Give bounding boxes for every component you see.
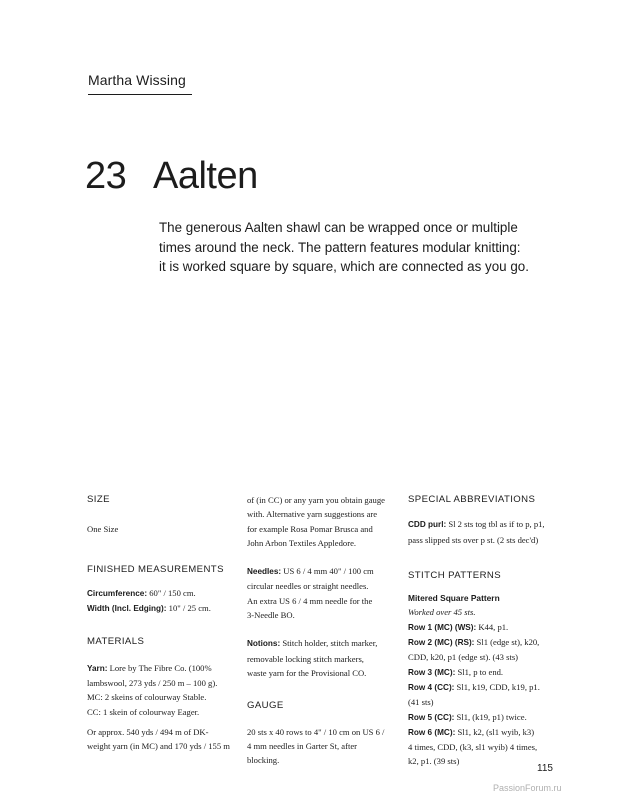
finished-heading: FINISHED MEASUREMENTS	[87, 563, 224, 575]
intro-line: The generous Aalten shawl can be wrapped once or multiple	[159, 220, 518, 235]
watermark: PassionForum.ru	[493, 783, 562, 793]
row-2-cont: CDD, k20, p1 (edge st). (43 sts)	[408, 652, 519, 663]
alt-yarn-line: of (in CC) or any yarn you obtain gauge	[247, 495, 385, 505]
gauge-line: 20 sts x 40 rows to 4" / 10 cm on US 6 /	[247, 726, 385, 737]
yarn-line: MC: 2 skeins of colourway Stable.	[87, 692, 207, 703]
column-2	[247, 493, 395, 767]
alt-yarn-line: Or approx. 540 yds / 494 m of DK-	[87, 726, 209, 737]
page-number: 115	[537, 763, 553, 774]
row-4-cont: (41 sts)	[408, 697, 434, 708]
yarn-line: lambswool, 273 yds / 250 m – 100 g).	[87, 678, 218, 689]
size-value: One Size	[87, 524, 119, 535]
column-1	[87, 493, 235, 754]
needles-line: 3-Needle BO.	[247, 610, 295, 621]
width-line: Width (Incl. Edging): 10" / 25 cm.	[87, 603, 211, 614]
row-6-cont: k2, p1. (39 sts)	[408, 756, 460, 767]
intro-paragraph	[159, 218, 559, 277]
mitered-square-heading: Mitered Square Pattern	[408, 593, 500, 604]
yarn-line: Yarn: Lore by The Fibre Co. (100%	[87, 662, 212, 673]
row-2: Row 2 (MC) (RS): Sl1 (edge st), k20,	[408, 637, 540, 648]
intro-line: times around the neck. The pattern features modular knitting:	[159, 239, 521, 255]
needles-line: Needles: US 6 / 4 mm 40" / 100 cm	[247, 566, 374, 577]
gauge-line: 4 mm needles in Garter St, after	[247, 740, 358, 751]
intro-line: it is worked square by square, which are connected as you go.	[159, 259, 529, 274]
pattern-name: Aalten	[153, 155, 258, 197]
materials-heading: MATERIALS	[87, 636, 145, 648]
row-3: Row 3 (MC): Sl1, p to end.	[408, 666, 504, 677]
gauge-heading: GAUGE	[247, 700, 284, 712]
worked-over-note: Worked over 45 sts.	[408, 607, 476, 618]
row-5: Row 5 (CC): Sl1, (k19, p1) twice.	[408, 711, 527, 722]
cdd-purl-line: pass slipped sts over p st. (2 sts dec'd)	[408, 534, 539, 545]
gauge-line: blocking.	[247, 755, 280, 766]
stitch-patterns-heading: STITCH PATTERNS	[408, 569, 502, 581]
needles-line: circular needles or straight needles.	[247, 581, 369, 592]
circumference-line: Circumference: 60" / 150 cm.	[87, 587, 196, 598]
size-heading: SIZE	[87, 494, 110, 505]
row-6-cont: 4 times, CDD, (k3, sl1 wyib) 4 times,	[408, 742, 538, 753]
author-underline	[88, 94, 192, 95]
row-6: Row 6 (MC): Sl1, k2, (sl1 wyib, k3)	[408, 726, 535, 737]
needles-line: An extra US 6 / 4 mm needle for the	[247, 595, 373, 606]
yarn-line: CC: 1 skein of colourway Eager.	[87, 706, 200, 717]
column-3	[408, 493, 558, 769]
alt-yarn-line: for example Rosa Pomar Brusca and	[247, 523, 373, 534]
pattern-title	[85, 153, 258, 199]
abbreviations-heading: SPECIAL ABBREVIATIONS	[408, 494, 536, 505]
cdd-purl-line: CDD purl: Sl 2 sts tog tbl as if to p, p1,	[408, 519, 545, 530]
alt-yarn-line: with. Alternative yarn suggestions are	[247, 509, 378, 520]
alt-yarn-line: John Arbon Textiles Appledore.	[247, 537, 357, 548]
notions-line: waste yarn for the Provisional CO.	[247, 667, 367, 678]
alt-yarn-line: weight yarn (in MC) and 170 yds / 155 m	[87, 741, 230, 752]
author-name: Martha Wissing	[88, 72, 186, 88]
notions-line: removable locking stitch markers,	[247, 653, 364, 664]
pattern-number: 23	[85, 155, 127, 197]
row-1: Row 1 (MC) (WS): K44, p1.	[408, 621, 509, 632]
row-4: Row 4 (CC): Sl1, k19, CDD, k19, p1.	[408, 681, 540, 692]
notions-line: Notions: Stitch holder, stitch marker,	[247, 638, 378, 649]
